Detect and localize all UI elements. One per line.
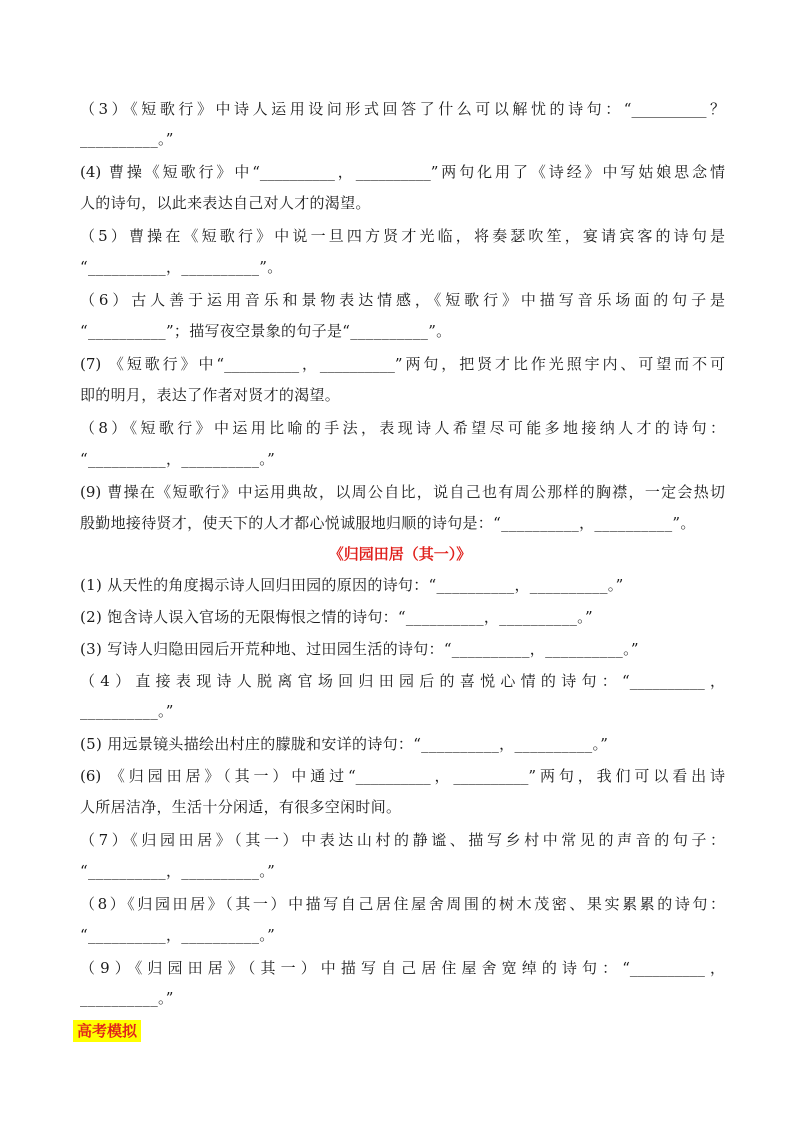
guiyuan-question-6-line-1: (6) 《归园田居》（其一）中通过“__________，__________”两句，我们可以看出诗 bbox=[80, 767, 725, 785]
question-7-line-2: 即的明月，表达了作者对贤才的渴望。 bbox=[80, 386, 341, 404]
question-6-line-2: “__________”；描写夜空景象的句子是“__________”。 bbox=[80, 322, 452, 340]
question-5-line-2: “__________，__________”。 bbox=[80, 258, 283, 276]
guiyuan-question-3: (3) 写诗人归隐田园后开荒种地、过田园生活的诗句：“__________，__________。” bbox=[80, 640, 639, 658]
guiyuan-question-4-line-1: （4）直接表现诗人脱离官场回归田园后的喜悦心情的诗句：“__________， bbox=[80, 672, 725, 690]
question-5-line-1: （5）曹操在《短歌行》中说一旦四方贤才光临，将奏瑟吹笙，宴请宾客的诗句是 bbox=[80, 227, 725, 245]
question-6-line-1: （6）古人善于运用音乐和景物表达情感，《短歌行》中描写音乐场面的句子是 bbox=[80, 291, 725, 309]
guiyuan-question-7-line-1: （7）《归园田居》（其一）中表达山村的静谧、描写乡村中常见的声音的句子： bbox=[80, 831, 725, 849]
guiyuan-question-4-line-2: __________。” bbox=[80, 702, 174, 720]
guiyuan-question-8-line-1: （8）《归园田居》（其一）中描写自己居住屋舍周围的树木茂密、果实累累的诗句： bbox=[80, 895, 725, 913]
question-9-line-2: 殷勤地接待贤才，使天下的人才都心悦诚服地归顺的诗句是：“__________，__________”。 bbox=[80, 514, 696, 532]
question-8-line-1: （8）《短歌行》中运用比喻的手法，表现诗人希望尽可能多地接纳人才的诗句： bbox=[80, 419, 725, 437]
question-4-line-1: (4) 曹操《短歌行》中“__________，__________”两句化用了《诗经》中写姑娘思念情 bbox=[80, 163, 725, 181]
question-4-line-2: 人的诗句，以此来表达自己对人才的渴望。 bbox=[80, 194, 371, 212]
guiyuan-question-7-line-2: “__________，__________。” bbox=[80, 862, 276, 880]
guiyuan-question-5: (5) 用远景镜头描绘出村庄的朦胧和安详的诗句：“__________，__________。” bbox=[80, 735, 609, 753]
question-7-line-1: (7) 《短歌行》中“__________，__________”两句，把贤才比作光照宇内、可望而不可 bbox=[80, 355, 725, 373]
section-title: 《归园田居（其一）》 bbox=[328, 545, 472, 563]
guiyuan-question-9-line-2: __________。” bbox=[80, 989, 174, 1007]
guiyuan-question-9-line-1: （9）《归园田居》（其一）中描写自己居住屋舍宽绰的诗句：“__________， bbox=[80, 959, 725, 977]
gaokao-moni-highlight: 高考模拟 bbox=[73, 1020, 141, 1042]
guiyuan-question-2: (2) 饱含诗人误入官场的无限悔恨之情的诗句：“__________，__________。” bbox=[80, 608, 593, 626]
guiyuan-question-6-line-2: 人所居洁净，生活十分闲适，有很多空闲时间。 bbox=[80, 798, 402, 816]
question-3-line-2: __________。” bbox=[80, 130, 174, 148]
guiyuan-question-8-line-2: “__________，__________。” bbox=[80, 926, 276, 944]
question-9-line-1: (9) 曹操在《短歌行》中运用典故，以周公自比，说自己也有周公那样的胸襟，一定会热切 bbox=[80, 483, 725, 501]
guiyuan-question-1: (1) 从天性的角度揭示诗人回归田园的原因的诗句：“__________，__________。” bbox=[80, 576, 624, 594]
question-8-line-2: “__________，__________。” bbox=[80, 450, 276, 468]
question-3-line-1: （3）《短歌行》中诗人运用设问形式回答了什么可以解忧的诗句：“__________？ bbox=[80, 100, 725, 118]
